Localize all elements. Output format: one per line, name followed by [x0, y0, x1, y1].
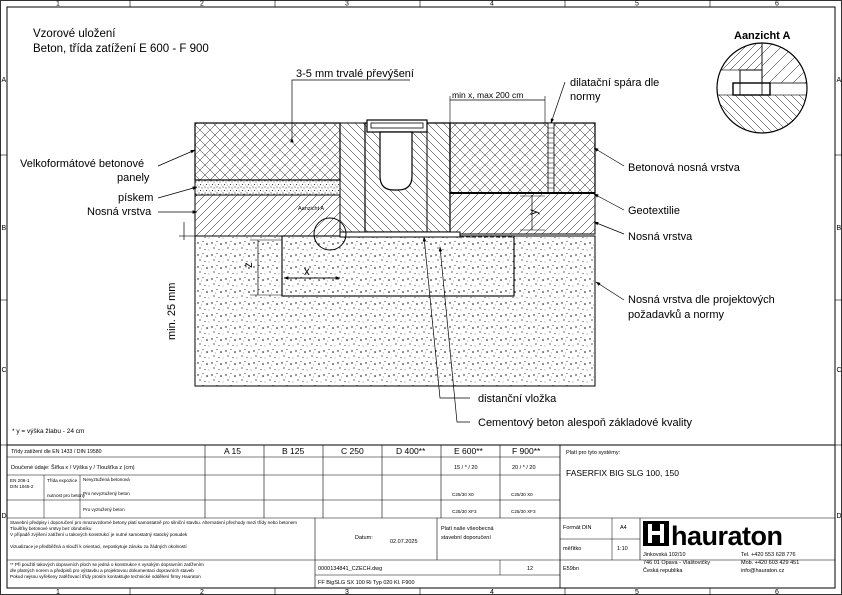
cross-section: [166, 90, 595, 386]
hauraton-logo-icon: [643, 521, 669, 546]
rein-label-1: Pro nevyztužený beton: [83, 491, 130, 496]
detail-view-a: [715, 30, 812, 140]
frame-col-5-bottom: 5: [635, 589, 639, 595]
lang-code: E59bn: [563, 566, 579, 572]
frame-col-2-bottom: 2: [200, 589, 204, 595]
drawing-title-line1: Vzorové uložení: [33, 28, 116, 40]
panels-label-1: Velkoformátové betonové: [20, 158, 145, 170]
drawing-title-line2: Beton, třída zatížení E 600 - F 900: [33, 43, 209, 55]
frame-col-1: 1: [56, 0, 60, 8]
concrete-panels: [195, 123, 340, 180]
frame-row-b-right: B: [836, 225, 842, 232]
class-header: Třídy zatížení dle EN 1433 / DIN 19580: [11, 449, 102, 455]
systems-value: FASERFIX BIG SLG 100, 150: [566, 468, 679, 478]
norm-1: EN 206-1: [10, 478, 30, 483]
dim-x-label: x: [304, 266, 310, 278]
sand-bed: [195, 180, 340, 195]
sand-label: pískem: [118, 192, 154, 204]
note-4: Vizualizace je předběžná a slouží k orientaci, neposkytuje záruku za žádných okolností: [10, 544, 187, 549]
frame-row-d-right: D: [836, 513, 842, 520]
frame-col-3: 3: [345, 0, 349, 8]
frame-row-b: B: [1, 225, 7, 232]
frame-col-4: 4: [490, 0, 494, 8]
norm-2: DIN 1045-2: [10, 484, 34, 489]
spacer-label: distanční vložka: [478, 393, 557, 405]
footnote: * y = výška žlabu - 24 cm: [12, 428, 85, 435]
frame-row-c-right: C: [836, 367, 842, 374]
concrete-x0-e: C25/30 X0: [452, 492, 474, 497]
concrete-foundation: [282, 236, 514, 296]
left-base-layer: [195, 195, 340, 236]
note-6: dle platných norem a předpisů pro výstavbu a projektovou dokumentaci dopravních staveb: [10, 568, 194, 573]
email: info@hauraton.cz: [741, 568, 785, 574]
detail-view-title: Aanzicht A: [734, 30, 791, 42]
channel-profile: [380, 132, 412, 190]
mobile: Mob. +420 603 429 451: [741, 560, 800, 566]
address-2: 746 01 Opava - Vlaštovičky: [643, 560, 710, 566]
min-25-label: min. 25 mm: [166, 282, 178, 340]
spacer-block: [340, 232, 460, 237]
dims-label: Doučené údaje: Šířka x / Výška y / Tloušťka z (cm): [11, 465, 135, 471]
dims-e600: 15 / * / 20: [454, 465, 478, 471]
frame-row-c: C: [1, 367, 7, 374]
page-number: 12: [527, 566, 534, 572]
channel-haunch: [340, 123, 365, 232]
right-concrete-layer: [450, 123, 595, 193]
note-2: Tloušťky betonové vrstvy bez obrubníku: [10, 526, 92, 531]
panels-label-2: panely: [117, 172, 150, 184]
concrete-xf3-e: C25/30 XF3: [452, 509, 477, 514]
dilatation-label-2: normy: [570, 91, 601, 103]
title-block-text: [10, 446, 799, 586]
note-3: V případě zvýšení zatížení u takových konstrukcí je nutné samostatný statický posudek: [10, 532, 188, 537]
rein-label-2: Pro vyztužený beton: [83, 507, 125, 512]
note-7: Pokud nejsou vyřešeny zatěžovací třídy prosím kontaktujte technické oddělení firmy Hauraton: [10, 574, 201, 579]
frame-col-6-bottom: 6: [775, 589, 779, 595]
exposure-2: nutnost pro betony: [47, 493, 86, 498]
format-value: A4: [620, 525, 627, 531]
frame-row-a-right: A: [836, 77, 842, 84]
frame-col-1-bottom: 1: [56, 589, 60, 595]
desc-line-2: stavební doporučení: [441, 535, 491, 541]
phone: Tel. +420 553 628 776: [741, 552, 796, 558]
class-e600: E 600**: [454, 446, 483, 456]
overheight-label: 3-5 mm trvalé převýšení: [296, 68, 414, 80]
dim-z-label: z: [243, 262, 255, 268]
note-5: ** Při použití takových dopravních ploch se jedná o konstrukce s vysokým dopravním zatížením: [10, 562, 204, 567]
desc-line-1: Platí naše všeobecná: [441, 526, 494, 532]
frame-col-6: 6: [775, 0, 779, 8]
detail-a-inline-label: Aanzicht A: [298, 206, 324, 212]
class-c250: C 250: [341, 446, 364, 456]
valid-systems-label: Platí pro tyto systémy:: [566, 450, 621, 456]
project-layer-label-1: Nosná vrstva dle projektových: [628, 294, 775, 306]
dim-y-label: y: [528, 209, 540, 215]
concrete-xf3-f: C25/30 XF3: [511, 509, 536, 514]
product-name: FF BigSLG SX 100 Ri Typ 020 Kl. F900: [318, 580, 415, 586]
right-base-layer: [450, 193, 595, 234]
frame-col-3-bottom: 3: [345, 589, 349, 595]
frame-col-5: 5: [635, 0, 639, 8]
scale-label: měřítko: [563, 546, 582, 552]
drawing-number: 0000134841_CZECH.dwg: [318, 566, 383, 572]
unrein-label: Nevyztužená betonová: [83, 477, 130, 482]
frame-col-2: 2: [200, 0, 204, 8]
concrete-base-label: Betonová nosná vrstva: [628, 162, 740, 174]
frame-row-a: A: [1, 77, 7, 84]
exposure-1: Třída expozice: [47, 478, 78, 483]
channel-grate-inner: [371, 123, 423, 128]
project-layer-label-2: požadavků a normy: [628, 309, 724, 321]
geotextile-label: Geotextilie: [628, 205, 680, 217]
class-f900: F 900**: [512, 446, 541, 456]
concrete-x0-f: C25/30 X0: [511, 492, 533, 497]
dilatation-label-1: dilatační spára dle: [570, 77, 660, 89]
format-label: Formát DIN: [563, 525, 592, 531]
frame-col-4-bottom: 4: [490, 589, 494, 595]
scale-value: 1:10: [617, 546, 628, 552]
left-base-label: Nosná vrstva: [87, 206, 152, 218]
dims-f900: 20 / * / 20: [512, 465, 536, 471]
date-value: 02.07.2025: [390, 539, 418, 545]
company-logo-text: hauraton: [671, 521, 783, 551]
note-1: Stavební předpisy i doporučení pro mrazuvzdorné betony platí samostatně pro silniční stavbu. Alternativní přechody mezi třídy nebo betonem: [10, 520, 298, 525]
right-base-label: Nosná vrstva: [628, 231, 693, 243]
cement-concrete-label: Cementový beton alespoň základové kvality: [478, 417, 693, 429]
address-3: Česká republika: [643, 568, 683, 574]
class-a15: A 15: [224, 446, 242, 456]
date-label: Datum:: [355, 535, 373, 541]
address-1: Jinkovská 102/10: [643, 552, 686, 558]
class-d400: D 400**: [396, 446, 426, 456]
min-x-label: min x, max 200 cm: [452, 90, 524, 100]
class-b125: B 125: [282, 446, 305, 456]
frame-row-d: D: [1, 513, 7, 520]
